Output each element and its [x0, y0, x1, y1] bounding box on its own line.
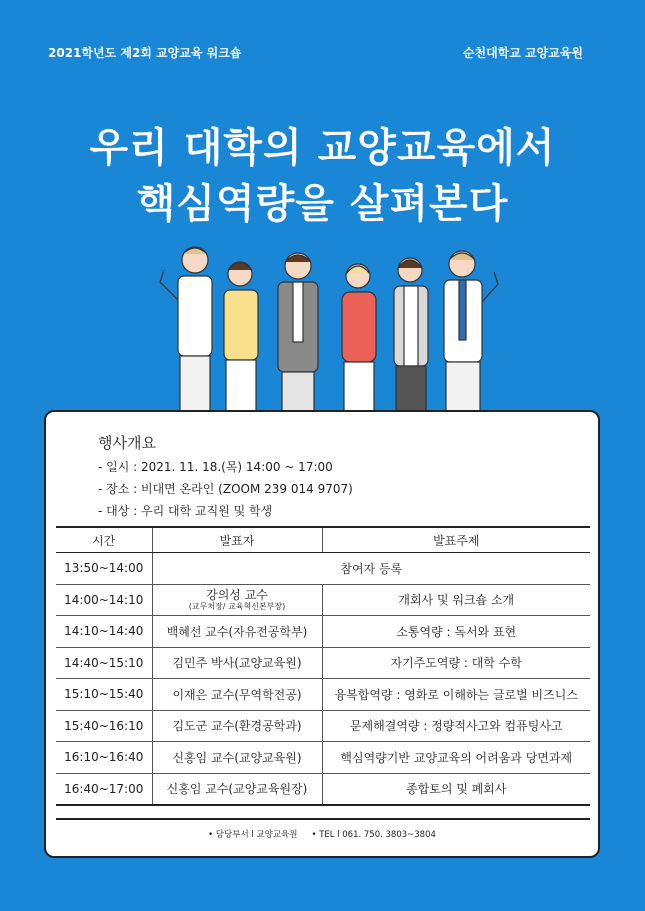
table-row	[56, 584, 590, 616]
overview-audience: - 대상 : 우리 대학 교직원 및 학생	[98, 504, 273, 518]
row-speaker: 김도군 교수(환경공학과)	[152, 710, 322, 742]
row-time: 15:40~16:10	[56, 710, 152, 742]
table-row	[56, 742, 590, 774]
table-row	[56, 616, 590, 648]
footer-tel: • TEL l 061. 750. 3803~3804	[311, 830, 436, 840]
footer-dept: • 담당부서 l 교양교육원	[208, 830, 298, 840]
row-time: 15:10~15:40	[56, 679, 152, 711]
table-row	[56, 773, 590, 805]
person-2	[224, 262, 258, 412]
row-speaker: 백혜선 교수(자유전공학부)	[152, 616, 322, 648]
row-speaker: 이재은 교수(무역학전공)	[152, 679, 322, 711]
footer-contact	[46, 828, 598, 840]
row-time: 14:10~14:40	[56, 616, 152, 648]
schedule-header-row	[56, 527, 590, 553]
col-header-time: 시간	[56, 527, 152, 553]
footer-divider	[56, 818, 590, 820]
schedule-table	[56, 526, 590, 806]
row-topic: 종합토의 및 폐회사	[322, 773, 590, 805]
program-card	[44, 410, 600, 858]
event-label: 2021학년도 제2회 교양교육 워크숍	[48, 46, 242, 60]
overview-title: 행사개요	[98, 434, 156, 452]
headline-line-2: 핵심역량을 살펴본다	[136, 181, 509, 227]
people-illustration	[150, 240, 510, 412]
row-time: 16:40~17:00	[56, 773, 152, 805]
row-topic: 자기주도역량 : 대학 수학	[322, 647, 590, 679]
row-merged: 참여자 등록	[152, 553, 590, 585]
person-5	[394, 258, 428, 412]
row-topic: 소통역량 : 독서와 표현	[322, 616, 590, 648]
table-row	[56, 679, 590, 711]
row-speaker: 신홍임 교수(교양교육원)	[152, 742, 322, 774]
row-time: 14:00~14:10	[56, 584, 152, 616]
row-topic: 핵심역량기반 교양교육의 어려움과 당면과제	[322, 742, 590, 774]
row-topic: 융복합역량 : 영화로 이해하는 글로벌 비즈니스	[322, 679, 590, 711]
row-speaker: 신홍임 교수(교양교육원장)	[152, 773, 322, 805]
row-time: 13:50~14:00	[56, 553, 152, 585]
row-speaker-name: 강의성 교수	[206, 587, 268, 602]
headline	[0, 120, 645, 232]
row-topic: 개회사 및 워크숍 소개	[322, 584, 590, 616]
row-speaker: 김민주 박사(교양교육원)	[152, 647, 322, 679]
row-speaker	[152, 584, 322, 616]
table-row	[56, 553, 590, 585]
row-topic: 문제해결역량 : 정량적사고와 컴퓨팅사고	[322, 710, 590, 742]
overview-venue: - 장소 : 비대면 온라인 (ZOOM 239 014 9707)	[98, 482, 353, 496]
overview-list	[98, 456, 353, 522]
table-row	[56, 647, 590, 679]
person-6	[444, 251, 498, 412]
row-speaker-sub: (교무처장/ 교육혁신본부장)	[188, 601, 286, 611]
person-1	[160, 247, 212, 412]
row-time: 14:40~15:10	[56, 647, 152, 679]
organizer-label: 순천대학교 교양교육원	[462, 46, 583, 60]
person-4	[342, 264, 376, 412]
row-time: 16:10~16:40	[56, 742, 152, 774]
col-header-speaker: 발표자	[152, 527, 322, 553]
overview-date: - 일시 : 2021. 11. 18.(목) 14:00 ~ 17:00	[98, 460, 333, 474]
headline-line-1: 우리 대학의 교양교육에서	[89, 125, 556, 171]
col-header-topic: 발표주제	[322, 527, 590, 553]
person-3	[278, 253, 318, 412]
table-row	[56, 710, 590, 742]
